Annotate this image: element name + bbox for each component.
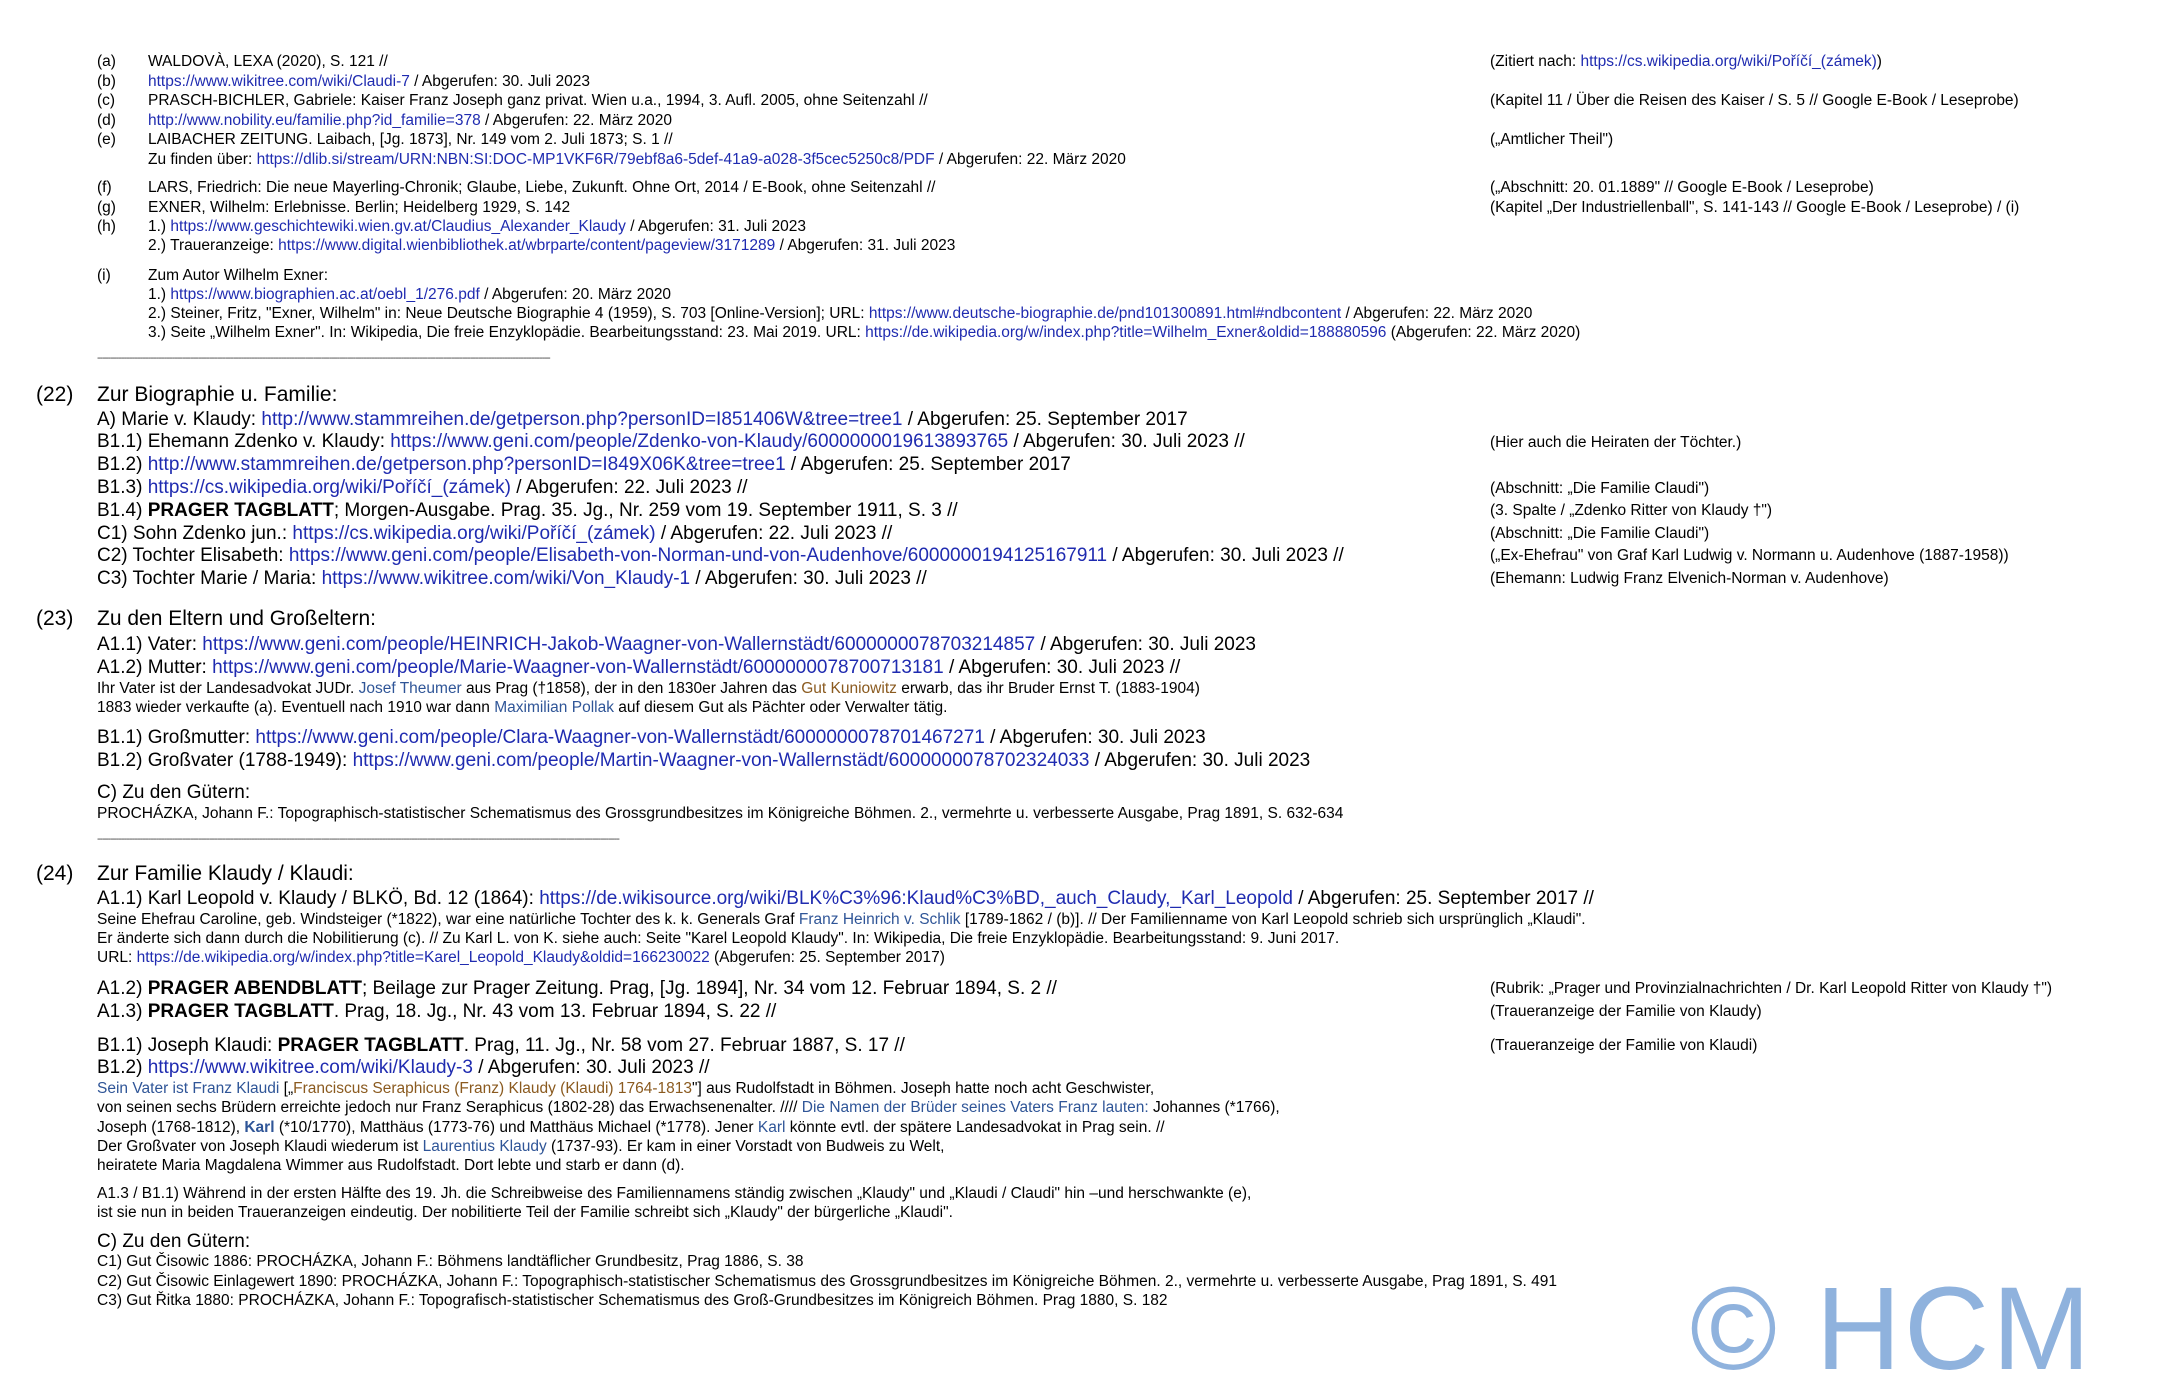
s24-A11-link[interactable]: https://de.wikisource.org/wiki/BLK%C3%96:Klaud%C3%BD,_auch_Claudy,_Karl_Leopold (539, 888, 1293, 909)
s22-C2-link[interactable]: https://www.geni.com/people/Elisabeth-von-Norman-und-von-Audenhove/6000000194125167911 (288, 545, 1108, 566)
s24-B12: B1.2) https://www.wikitree.com/wiki/Klaudy-3 / Abgerufen: 30. Juli 2023 // (97, 1057, 710, 1078)
ref-key-i: (i) (97, 267, 111, 284)
s22-C1-note: (Abschnitt: „Die Familie Claudi") (1490, 525, 1710, 542)
ref-key-a: (a) (97, 53, 116, 70)
s22-C2: C2) Tochter Elisabeth: https://www.geni.com/people/Elisabeth-von-Norman-und-von-Audenhove/6000000194125167911 / Abgerufen: 30. Juli 2023 // (97, 545, 1344, 566)
s22-B11-note: (Hier auch die Heiraten der Töchter.) (1490, 434, 1742, 451)
note-a-link[interactable]: https://cs.wikipedia.org/wiki/Poříčí_(zámek) (1580, 53, 1877, 70)
s22-A: A) Marie v. Klaudy: http://www.stammreihen.de/getperson.php?personID=I851406W&tree=tree1 / Abgerufen: 25. September 2017 (97, 409, 1188, 430)
ref-key-g: (g) (97, 199, 116, 216)
ref-key-d: (d) (97, 112, 116, 129)
ref-i-link-3[interactable]: https://de.wikipedia.org/w/index.php?title=Wilhelm_Exner&oldid=188880596 (865, 324, 1387, 341)
separator-2: ---------------------------------------------------------------------------------------------------------------------------------------------------------------------------------------------------- (97, 833, 619, 845)
copyright-watermark: © HCM (1690, 1263, 2094, 1395)
s24-note-3-link[interactable]: https://de.wikipedia.org/w/index.php?title=Karel_Leopold_Klaudy&oldid=166230022 (136, 949, 710, 966)
s24-note-1: Seine Ehefrau Caroline, geb. Windsteiger (*1822), war eine natürliche Tochter des k. k. Generals Graf Franz Heinrich v. Schlik [1789-1862 / (b)]. // Der Familienname von Karl Leopold schrieb sich ursprünglich „Klaudi". (97, 911, 1586, 928)
s23-A12: A1.2) Mutter: https://www.geni.com/people/Marie-Waagner-von-Wallernstädt/6000000078700713181 / Abgerufen: 30. Juli 2023 // (97, 657, 1181, 678)
s24-C2: C2) Gut Čisowic Einlagewert 1890: PROCHÁZKA, Johann F.: Topographisch-statistischer Schematismus des Grossgrundbesitzes im Königreiche Böhmen. 2., vermehrte u. verbesserte Ausgabe, Prag 1891, S. 491 (97, 1273, 1558, 1290)
ref-b: https://www.wikitree.com/wiki/Claudi-7 / Abgerufen: 30. Juli 2023 (148, 73, 590, 90)
ref-f: LARS, Friedrich: Die neue Mayerling-Chronik; Glaube, Liebe, Zukunft. Ohne Ort, 2014 / E-Book, ohne Seitenzahl // (148, 179, 936, 196)
s24-m4: Der Großvater von Joseph Klaudi wiederum ist Laurentius Klaudy (1737-93). Er kam in einer Vorstadt von Budweis zu Welt, (97, 1138, 945, 1155)
s22-C3: C3) Tochter Marie / Maria: https://www.wikitree.com/wiki/Von_Klaudy-1 / Abgerufen: 30. Juli 2023 // (97, 568, 927, 589)
s23-A11: A1.1) Vater: https://www.geni.com/people/HEINRICH-Jakob-Waagner-von-Wallernstädt/6000000078703214857 / Abgerufen: 30. Juli 2023 (97, 634, 1256, 655)
ref-key-h: (h) (97, 218, 116, 235)
section-23-number: (23) (36, 607, 74, 630)
ref-e: LAIBACHER ZEITUNG. Laibach, [Jg. 1873], Nr. 149 vom 2. Juli 1873; S. 1 // (148, 131, 673, 148)
separator-1: -------------------------------------------------------------------------------------------------------------------------------------------------------------------------- (97, 352, 550, 364)
s24-A12-note: (Rubrik: „Prager und Provinzialnachrichten / Dr. Karl Leopold Ritter von Klaudy †") (1490, 980, 2053, 997)
ref-i-1: 1.) https://www.biographien.ac.at/oebl_1/276.pdf / Abgerufen: 20. März 2020 (148, 286, 672, 303)
section-24-number: (24) (36, 862, 74, 885)
s23-B12: B1.2) Großvater (1788-1949): https://www.geni.com/people/Martin-Waagner-von-Wallernstädt/6000000078702324033 / Abgerufen: 30. Juli 2023 (97, 750, 1311, 771)
s24-note-2: Er änderte sich dann durch die Nobilitierung (c). // Zu Karl L. von K. siehe auch: Seite "Karel Leopold Klaudy". In: Wikipedia, Die freie Enzyklopädie. Bearbeitungsstand: 9. Juni 2017. (97, 930, 1340, 947)
section-22-number: (22) (36, 383, 74, 406)
s24-A11: A1.1) Karl Leopold v. Klaudy / BLKÖ, Bd. 12 (1864): https://de.wikisource.org/wiki/BLK%C3%96:Klaud%C3%BD,_auch_Claudy,_Karl_Leopold / Abgerufen: 25. September 2017 // (97, 888, 1594, 909)
ref-i-link-1[interactable]: https://www.biographien.ac.at/oebl_1/276.pdf (170, 286, 480, 303)
note-f: („Abschnitt: 20. 01.1889" // Google E-Book / Leseprobe) (1490, 179, 1874, 196)
ref-h-link-1[interactable]: https://www.geschichtewiki.wien.gv.at/Claudius_Alexander_Klaudy (170, 218, 626, 235)
section-24-title: Zur Familie Klaudy / Klaudi: (97, 862, 354, 885)
note-e: („Amtlicher Theil") (1490, 131, 1614, 148)
ref-c: PRASCH-BICHLER, Gabriele: Kaiser Franz Joseph ganz privat. Wien u.a., 1994, 3. Aufl. 2005, ohne Seitenzahl // (148, 92, 928, 109)
s23-note-1: Ihr Vater ist der Landesadvokat JUDr. Josef Theumer aus Prag (†1858), der in den 1830er Jahren das Gut Kuniowitz erwarb, das ihr Bruder Ernst T. (1883-1904) (97, 680, 1200, 697)
ref-i: Zum Autor Wilhelm Exner: (148, 267, 329, 284)
s24-C1: C1) Gut Čisowic 1886: PROCHÁZKA, Johann F.: Böhmens landtäflicher Grundbesitz, Prag 1886, S. 38 (97, 1253, 804, 1270)
s23-B12-link[interactable]: https://www.geni.com/people/Martin-Waagner-von-Wallernstädt/6000000078702324033 (352, 750, 1090, 771)
ref-key-c: (c) (97, 92, 116, 109)
ref-i-link-2[interactable]: https://www.deutsche-biographie.de/pnd101300891.html#ndbcontent (868, 305, 1342, 322)
s24-k1: A1.3 / B1.1) Während in der ersten Hälfte des 19. Jh. die Schreibweise des Familiennamens ständig zwischen „Klaudy" und „Klaudi / Claudi" hin –und herschwankte (e), (97, 1185, 1252, 1202)
ref-key-f: (f) (97, 179, 112, 196)
s22-C3-link[interactable]: https://www.wikitree.com/wiki/Von_Klaudy-1 (321, 568, 691, 589)
s24-m3: Joseph (1768-1812), Karl (*10/1770), Matthäus (1773-76) und Matthäus Michael (*1778). Jener Karl könnte evtl. der spätere Landesadvokat in Prag sein. // (97, 1119, 1165, 1136)
ref-e-link[interactable]: https://dlib.si/stream/URN:NBN:SI:DOC-MP1VKF6R/79ebf8a6-5def-41a9-a028-3f5cec5250c8/PDF (256, 151, 935, 168)
s24-C3: C3) Gut Řitka 1880: PROCHÁZKA, Johann F.: Topografisch-statistischer Schematismus des Groß-Grundbesitzes im Königreich Böhmen. Prag 1880, S. 182 (97, 1292, 1168, 1309)
s23-A12-link[interactable]: https://www.geni.com/people/Marie-Waagner-von-Wallernstädt/6000000078700713181 (212, 657, 944, 678)
ref-b-link[interactable]: https://www.wikitree.com/wiki/Claudi-7 (148, 73, 410, 90)
s22-B13-note: (Abschnitt: „Die Familie Claudi") (1490, 480, 1710, 497)
s24-k2: ist sie nun in beiden Traueranzeigen eindeutig. Der nobilitierte Teil der Familie schreibt sich „Klaudy" der bürgerliche „Klaudi". (97, 1204, 953, 1221)
s23-A11-link[interactable]: https://www.geni.com/people/HEINRICH-Jakob-Waagner-von-Wallernstädt/6000000078703214857 (202, 634, 1036, 655)
s22-C1-link[interactable]: https://cs.wikipedia.org/wiki/Poříčí_(zámek) (292, 523, 656, 544)
ref-d-link[interactable]: http://www.nobility.eu/familie.php?id_familie=378 (148, 112, 481, 129)
section-23-title: Zu den Eltern und Großeltern: (97, 607, 376, 630)
s22-A-link[interactable]: http://www.stammreihen.de/getperson.php?personID=I851406W&tree=tree1 (261, 409, 903, 430)
s22-C2-note: („Ex-Ehefrau" von Graf Karl Ludwig v. Normann u. Audenhove (1887-1958)) (1490, 547, 2009, 564)
ref-key-b: (b) (97, 73, 116, 90)
s23-C-heading: C) Zu den Gütern: (97, 782, 251, 803)
s22-C1: C1) Sohn Zdenko jun.: https://cs.wikipedia.org/wiki/Poříčí_(zámek) / Abgerufen: 22. Juli 2023 // (97, 523, 893, 544)
s24-A13: A1.3) PRAGER TAGBLATT. Prag, 18. Jg., Nr. 43 vom 13. Februar 1894, S. 22 // (97, 1001, 777, 1022)
s22-B12-link[interactable]: http://www.stammreihen.de/getperson.php?personID=I849X06K&tree=tree1 (147, 454, 786, 475)
s22-B13: B1.3) https://cs.wikipedia.org/wiki/Poříčí_(zámek) / Abgerufen: 22. Juli 2023 // (97, 477, 748, 498)
ref-a: WALDOVÀ, LEXA (2020), S. 121 // (148, 53, 388, 70)
ref-g: EXNER, Wilhelm: Erlebnisse. Berlin; Heidelberg 1929, S. 142 (148, 199, 571, 216)
s24-B11-note: (Traueranzeige der Familie von Klaudi) (1490, 1037, 1758, 1054)
note-c: (Kapitel 11 / Über die Reisen des Kaiser / S. 5 // Google E-Book / Leseprobe) (1490, 92, 2019, 109)
s22-B13-link[interactable]: https://cs.wikipedia.org/wiki/Poříčí_(zámek) (147, 477, 511, 498)
s24-m5: heiratete Maria Magdalena Wimmer aus Rudolfstadt. Dort lebte und starb er dann (d). (97, 1157, 685, 1174)
s24-m1: Sein Vater ist Franz Klaudi [„Franciscus Seraphicus (Franz) Klaudy (Klaudi) 1764-1813"] aus Rudolfstadt in Böhmen. Joseph hatte noch acht Geschwister, (97, 1080, 1155, 1097)
s24-B12-link[interactable]: https://www.wikitree.com/wiki/Klaudy-3 (147, 1057, 473, 1078)
s24-A12: A1.2) PRAGER ABENDBLATT; Beilage zur Prager Zeitung. Prag, [Jg. 1894], Nr. 34 vom 12. Februar 1894, S. 2 // (97, 978, 1057, 999)
ref-e-source: Zu finden über: https://dlib.si/stream/URN:NBN:SI:DOC-MP1VKF6R/79ebf8a6-5def-41a9-a028-3f5cec5250c8/PDF / Abgerufen: 22. März 2020 (148, 151, 1126, 168)
s24-B11: B1.1) Joseph Klaudi: PRAGER TAGBLATT. Prag, 11. Jg., Nr. 58 vom 27. Februar 1887, S. 17 // (97, 1035, 905, 1056)
s24-A13-note: (Traueranzeige der Familie von Klaudy) (1490, 1003, 1762, 1020)
s23-B11: B1.1) Großmutter: https://www.geni.com/people/Clara-Waagner-von-Wallernstädt/6000000078701467271 / Abgerufen: 30. Juli 2023 (97, 727, 1206, 748)
ref-key-e: (e) (97, 131, 116, 148)
ref-i-3: 3.) Seite „Wilhelm Exner". In: Wikipedia, Die freie Enzyklopädie. Bearbeitungsstand: 23. Mai 2019. URL: https://de.wikipedia.org/w/index.php?title=Wilhelm_Exner&oldid=188880596 (Abgerufen: 22. März 2020) (148, 324, 1581, 341)
s22-B11-link[interactable]: https://www.geni.com/people/Zdenko-von-Klaudy/6000000019613893765 (390, 431, 1009, 452)
note-g: (Kapitel „Der Industriellenball", S. 141-143 // Google E-Book / Leseprobe) / (i) (1490, 199, 2020, 216)
s23-note-2: 1883 wieder verkaufte (a). Eventuell nach 1910 war dann Maximilian Pollak auf diesem Gut als Pächter oder Verwalter tätig. (97, 699, 948, 716)
s22-B11: B1.1) Ehemann Zdenko v. Klaudy: https://www.geni.com/people/Zdenko-von-Klaudy/6000000019613893765 / Abgerufen: 30. Juli 2023 // (97, 431, 1245, 452)
s22-C3-note: (Ehemann: Ludwig Franz Elvenich-Norman v. Audenhove) (1490, 570, 1889, 587)
s22-B14-note: (3. Spalte / „Zdenko Ritter von Klaudy †") (1490, 502, 1773, 519)
ref-i-2: 2.) Steiner, Fritz, "Exner, Wilhelm" in: Neue Deutsche Biographie 4 (1959), S. 703 [Online-Version]; URL: https://www.deutsche-biographie.de/pnd101300891.html#ndbcontent / Abgerufen: 22. März 2020 (148, 305, 1533, 322)
s24-m2: von seinen sechs Brüdern erreichte jedoch nur Franz Seraphicus (1802-28) das Erwachsenenalter. //// Die Namen der Brüder seines Vaters Franz lauten: Johannes (*1766), (97, 1099, 1280, 1116)
s22-B14: B1.4) PRAGER TAGBLATT; Morgen-Ausgabe. Prag. 35. Jg., Nr. 259 vom 19. September 1911, S. 3 // (97, 500, 958, 521)
ref-h-1: 1.) https://www.geschichtewiki.wien.gv.at/Claudius_Alexander_Klaudy / Abgerufen: 31. Juli 2023 (148, 218, 806, 235)
s22-B12: B1.2) http://www.stammreihen.de/getperson.php?personID=I849X06K&tree=tree1 / Abgerufen: 25. September 2017 (97, 454, 1071, 475)
ref-h-2: 2.) Traueranzeige: https://www.digital.wienbibliothek.at/wbrparte/content/pageview/3171289 / Abgerufen: 31. Juli 2023 (148, 237, 956, 254)
s24-C-heading: C) Zu den Gütern: (97, 1231, 251, 1252)
s23-C-text: PROCHÁZKA, Johann F.: Topographisch-statistischer Schematismus des Grossgrundbesitzes im Königreiche Böhmen. 2., vermehrte u. verbesserte Ausgabe, Prag 1891, S. 632-634 (97, 805, 1344, 822)
note-a: (Zitiert nach: https://cs.wikipedia.org/wiki/Poříčí_(zámek)) (1490, 53, 1882, 70)
ref-d: http://www.nobility.eu/familie.php?id_familie=378 / Abgerufen: 22. März 2020 (148, 112, 673, 129)
ref-h-link-2[interactable]: https://www.digital.wienbibliothek.at/wbrparte/content/pageview/3171289 (278, 237, 776, 254)
s24-note-3: URL: https://de.wikipedia.org/w/index.php?title=Karel_Leopold_Klaudy&oldid=166230022 (Abgerufen: 25. September 2017) (97, 949, 945, 966)
section-22-title: Zur Biographie u. Familie: (97, 383, 338, 406)
s23-B11-link[interactable]: https://www.geni.com/people/Clara-Waagner-von-Wallernstädt/6000000078701467271 (255, 727, 985, 748)
